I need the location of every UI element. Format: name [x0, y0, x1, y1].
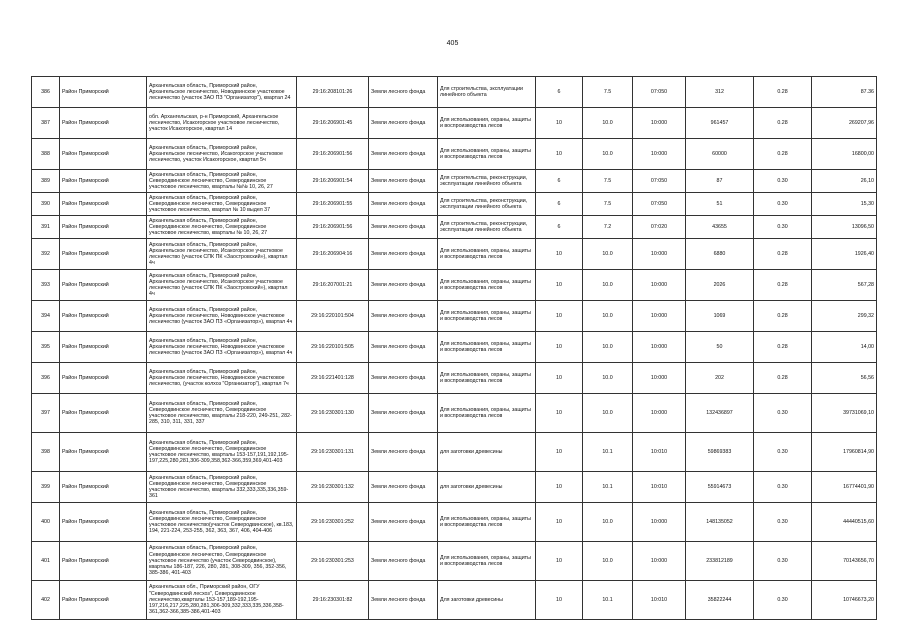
cell-land-category: Земли лесного фонда [369, 472, 438, 503]
cell-land-category: Земли лесного фонда [369, 394, 438, 433]
cell-district: Район Приморский [60, 433, 147, 472]
cell-row-number: 397 [32, 394, 60, 433]
cell-area: 60000 [686, 139, 754, 170]
cell-area: 55914673 [686, 472, 754, 503]
cell-code: 10:000 [633, 239, 686, 270]
cell-row-number: 389 [32, 170, 60, 193]
cell-district: Район Приморский [60, 301, 147, 332]
cell-district: Район Приморский [60, 108, 147, 139]
cell-land-category: Земли лесного фонда [369, 193, 438, 216]
cell-district: Район Приморский [60, 394, 147, 433]
cell-location: Архангельская область, Приморский район, Архангельское лесничество, Новодвинское участковое лесничество (участок ЗАО ПЗ «Организатор»), квартал 4ч [147, 332, 297, 363]
cell-row-number: 390 [32, 193, 60, 216]
table-row [32, 193, 877, 216]
cell-rate: 10.0 [583, 239, 633, 270]
cell-location: Архангельская область, Приморский район, Архангельское лесничество, Новодвинское участковое лесничество (участок ЗАО ПЗ "Организатор"), квартал 24 [147, 77, 297, 108]
cell-district: Район Приморский [60, 270, 147, 301]
cell-land-category: Земли лесного фонда [369, 108, 438, 139]
cell-cadastral-number: 29:16:230301:253 [297, 542, 369, 581]
cell-group: 6 [536, 216, 583, 239]
cell-cadastral-value: 26,10 [812, 170, 877, 193]
cell-permitted-use: Для заготовки древесины [438, 581, 536, 620]
cell-area: 132436897 [686, 394, 754, 433]
cell-permitted-use: Для использования, охраны, защиты и воспроизводства лесов [438, 108, 536, 139]
table-row [32, 108, 877, 139]
cell-coefficient: 0.30 [754, 472, 812, 503]
cell-location: Архангельская область, Приморский район, Северодвинское лесничество, Северодвинское участковое лесничество, кварталы 153-157,191,192,195-197,225,280,281,306-309,358,362-366,359,369,401-403 [147, 433, 297, 472]
cell-district: Район Приморский [60, 77, 147, 108]
cell-coefficient: 0.28 [754, 270, 812, 301]
cell-location: Архангельская область, Приморский район, Северодвинское лесничество, Северодвинское участковое лесничество, кварталы 218-220, 249-251, 282-285, 310, 311, 331, 337 [147, 394, 297, 433]
cell-code: 10:000 [633, 139, 686, 170]
cell-land-category: Земли лесного фонда [369, 170, 438, 193]
cell-cadastral-number: 29:16:207001:21 [297, 270, 369, 301]
cell-land-category: Земли лесного фонда [369, 503, 438, 542]
cell-coefficient: 0.28 [754, 139, 812, 170]
cell-cadastral-value: 17960814,90 [812, 433, 877, 472]
cell-district: Район Приморский [60, 239, 147, 270]
cell-cadastral-number: 29:16:230301:131 [297, 433, 369, 472]
cell-coefficient: 0.30 [754, 542, 812, 581]
cell-code: 07:050 [633, 193, 686, 216]
table-row [32, 394, 877, 433]
cell-rate: 10.0 [583, 394, 633, 433]
cell-code: 10:000 [633, 542, 686, 581]
table-row [32, 239, 877, 270]
table-row [32, 503, 877, 542]
cell-row-number: 392 [32, 239, 60, 270]
cell-coefficient: 0.30 [754, 394, 812, 433]
cell-land-category: Земли лесного фонда [369, 332, 438, 363]
cell-rate: 10.0 [583, 301, 633, 332]
cell-code: 10:010 [633, 433, 686, 472]
cell-district: Район Приморский [60, 581, 147, 620]
cell-coefficient: 0.30 [754, 216, 812, 239]
cell-cadastral-value: 567,28 [812, 270, 877, 301]
cell-group: 10 [536, 394, 583, 433]
cell-cadastral-value: 15,30 [812, 193, 877, 216]
cell-area: 50 [686, 332, 754, 363]
cell-permitted-use: Для использования, охраны, защиты и воспроизводства лесов [438, 239, 536, 270]
cell-district: Район Приморский [60, 139, 147, 170]
cell-area: 148135052 [686, 503, 754, 542]
cell-group: 10 [536, 270, 583, 301]
cell-coefficient: 0.28 [754, 108, 812, 139]
cell-land-category: Земли лесного фонда [369, 239, 438, 270]
cell-area: 961457 [686, 108, 754, 139]
cell-cadastral-number: 29:16:206901:55 [297, 193, 369, 216]
cell-code: 10:000 [633, 363, 686, 394]
cell-row-number: 399 [32, 472, 60, 503]
cell-district: Район Приморский [60, 332, 147, 363]
cell-land-category: Земли лесного фонда [369, 216, 438, 239]
cell-row-number: 400 [32, 503, 60, 542]
cell-group: 10 [536, 332, 583, 363]
table-row [32, 301, 877, 332]
cell-cadastral-number: 29:16:206901:54 [297, 170, 369, 193]
table-row [32, 472, 877, 503]
cell-cadastral-value: 39731069,10 [812, 394, 877, 433]
cell-coefficient: 0.30 [754, 581, 812, 620]
cell-permitted-use: для заготовки древесины [438, 433, 536, 472]
cell-permitted-use: Для строительства, реконструкции, эксплуатации линейного объекта [438, 193, 536, 216]
cell-row-number: 393 [32, 270, 60, 301]
cell-rate: 10.0 [583, 108, 633, 139]
cell-group: 10 [536, 472, 583, 503]
table-row [32, 77, 877, 108]
cell-land-category: Земли лесного фонда [369, 542, 438, 581]
cell-location: Архангельская область, Приморский район, Архангельское лесничество, Исакогорское участковое лесничество (участок СПК ПК «Заостровский»), квартал 4ч [147, 239, 297, 270]
cell-coefficient: 0.28 [754, 332, 812, 363]
cell-district: Район Приморский [60, 193, 147, 216]
cell-land-category: Земли лесного фонда [369, 301, 438, 332]
cell-rate: 7.5 [583, 193, 633, 216]
cell-cadastral-value: 1926,40 [812, 239, 877, 270]
cell-area: 312 [686, 77, 754, 108]
cell-permitted-use: Для использования, охраны, защиты и воспроизводства лесов [438, 139, 536, 170]
cell-area: 87 [686, 170, 754, 193]
cell-code: 10:010 [633, 581, 686, 620]
cell-permitted-use: Для использования, охраны, защиты и воспроизводства лесов [438, 270, 536, 301]
cell-permitted-use: Для использования, охраны, защиты и воспроизводства лесов [438, 332, 536, 363]
cell-group: 6 [536, 77, 583, 108]
cell-cadastral-value: 44440515,60 [812, 503, 877, 542]
table-row [32, 542, 877, 581]
cell-area: 6880 [686, 239, 754, 270]
cell-rate: 10.0 [583, 503, 633, 542]
cell-permitted-use: Для использования, охраны, защиты и воспроизводства лесов [438, 394, 536, 433]
cell-code: 10:000 [633, 503, 686, 542]
cell-cadastral-number: 29:16:230301:132 [297, 472, 369, 503]
cell-row-number: 387 [32, 108, 60, 139]
cell-land-category: Земли лесного фонда [369, 433, 438, 472]
cell-land-category: Земли лесного фонда [369, 139, 438, 170]
cell-row-number: 391 [32, 216, 60, 239]
cell-group: 10 [536, 108, 583, 139]
cell-code: 07:050 [633, 77, 686, 108]
cell-rate: 10.0 [583, 270, 633, 301]
table-row [32, 270, 877, 301]
cell-area: 233812189 [686, 542, 754, 581]
cell-district: Район Приморский [60, 216, 147, 239]
table-row [32, 170, 877, 193]
cell-location: обл. Архангельская, р-н Приморский, Архангельское лесничество, Исакогорское участковое лесничество, участок Исакогорское, квартал 14 [147, 108, 297, 139]
table-row [32, 433, 877, 472]
cell-district: Район Приморский [60, 170, 147, 193]
cell-district: Район Приморский [60, 503, 147, 542]
cell-rate: 10.1 [583, 433, 633, 472]
cell-coefficient: 0.30 [754, 193, 812, 216]
cell-area: 43655 [686, 216, 754, 239]
cell-area: 202 [686, 363, 754, 394]
cell-rate: 10.1 [583, 581, 633, 620]
cell-cadastral-number: 29:16:221401:128 [297, 363, 369, 394]
cell-cadastral-number: 29:16:206901:56 [297, 139, 369, 170]
cell-land-category: Земли лесного фонда [369, 270, 438, 301]
cell-location: Архангельская область, Приморский район, Северодвинское лесничество, Северодвинское участковое лесничество, кварталы 332,333,335,336,359-361 [147, 472, 297, 503]
cell-coefficient: 0.28 [754, 301, 812, 332]
cell-group: 10 [536, 301, 583, 332]
cell-land-category: Земли лесного фонда [369, 77, 438, 108]
cell-coefficient: 0.28 [754, 77, 812, 108]
cell-rate: 10.0 [583, 363, 633, 394]
cell-location: Архангельская область, Приморский район, Северодвинское лесничество, Северодвинское участковое лесничество, квартал № 10 выдел 37 [147, 193, 297, 216]
cell-group: 10 [536, 363, 583, 394]
cell-row-number: 396 [32, 363, 60, 394]
cell-district: Район Приморский [60, 363, 147, 394]
cell-code: 07:050 [633, 170, 686, 193]
cell-land-category: Земли лесного фонда [369, 363, 438, 394]
cell-cadastral-value: 13096,50 [812, 216, 877, 239]
cell-area: 1069 [686, 301, 754, 332]
cell-row-number: 394 [32, 301, 60, 332]
cell-coefficient: 0.30 [754, 170, 812, 193]
cell-permitted-use: Для использования, охраны, защиты и воспроизводства лесов [438, 301, 536, 332]
cell-land-category: Земли лесного фонда [369, 581, 438, 620]
table-row [32, 139, 877, 170]
cell-permitted-use: Для строительства, реконструкции, эксплуатации линейного объекта [438, 216, 536, 239]
cell-group: 10 [536, 239, 583, 270]
cell-area: 51 [686, 193, 754, 216]
cell-cadastral-value: 10746673,20 [812, 581, 877, 620]
cell-cadastral-number: 29:16:206901:56 [297, 216, 369, 239]
table-row [32, 216, 877, 239]
cell-coefficient: 0.30 [754, 503, 812, 542]
cell-permitted-use: Для строительства, эксплуатации линейного объекта [438, 77, 536, 108]
cell-location: Архангельская область, Приморский район, Архангельское лесничество, Новодвинское участковое лесничество, (участок колхоз "Организатор"), квартал 7ч [147, 363, 297, 394]
cell-cadastral-number: 29:16:230301:130 [297, 394, 369, 433]
cell-group: 6 [536, 170, 583, 193]
cell-cadastral-value: 299,32 [812, 301, 877, 332]
table-row [32, 363, 877, 394]
cell-rate: 7.5 [583, 77, 633, 108]
cell-cadastral-value: 16800,00 [812, 139, 877, 170]
cell-location: Архангельская область, Приморский район, Северодвинское лесничество, Северодвинское участковое лесничество(участок Северодвинское), кв.183, 194, 221-224, 253-255, 362, 363, 367, 406, 404-406 [147, 503, 297, 542]
cell-district: Район Приморский [60, 542, 147, 581]
cell-rate: 10.0 [583, 332, 633, 363]
table-row [32, 581, 877, 620]
cell-area: 59869383 [686, 433, 754, 472]
cell-cadastral-number: 29:16:220101:504 [297, 301, 369, 332]
cell-rate: 7.2 [583, 216, 633, 239]
cell-district: Район Приморский [60, 472, 147, 503]
cell-cadastral-number: 29:16:206901:45 [297, 108, 369, 139]
cell-group: 10 [536, 542, 583, 581]
cell-permitted-use: Для использования, охраны, защиты и воспроизводства лесов [438, 363, 536, 394]
cell-cadastral-number: 29:16:208101:26 [297, 77, 369, 108]
cell-group: 10 [536, 139, 583, 170]
cell-group: 10 [536, 503, 583, 542]
cell-location: Архангельская область, Приморский район, Северодвинское лесничество, Северодвинское участковое лесничество, кварталы №№ 10, 26, 27 [147, 170, 297, 193]
cell-row-number: 386 [32, 77, 60, 108]
cell-location: Архангельская область, Приморский район, Северодвинское лесничество, Северодвинское участковое лесничество (участок Северодвинское), кварталы 186-187, 226, 280, 281, 308-309, 356, 352-356, 385-386, 401-403 [147, 542, 297, 581]
cell-group: 10 [536, 433, 583, 472]
cell-code: 10:000 [633, 108, 686, 139]
cell-cadastral-value: 269207,96 [812, 108, 877, 139]
cell-location: Архангельская область, Приморский район, Архангельское лесничество, Исакогорское участковое лесничество, участок Исакогорское, квартал 5ч [147, 139, 297, 170]
table-row [32, 332, 877, 363]
cell-permitted-use: Для строительства, реконструкции, эксплуатации линейного объекта [438, 170, 536, 193]
cell-cadastral-value: 16774401,90 [812, 472, 877, 503]
cell-code: 10:010 [633, 472, 686, 503]
cell-code: 07:020 [633, 216, 686, 239]
cell-location: Архангельская обл., Приморский район, ОГУ "Северодвинский лесхоз", Северодвинское лесничество,кварталы 153-157,189-192,195-197,216,217,225,280,281,306-309,332,333,335,336,358-361,362-366,385-386,401-403 [147, 581, 297, 620]
cell-cadastral-value: 56,56 [812, 363, 877, 394]
cell-cadastral-number: 29:16:230301:252 [297, 503, 369, 542]
cell-row-number: 388 [32, 139, 60, 170]
table-body [32, 77, 877, 620]
cell-coefficient: 0.28 [754, 363, 812, 394]
cell-rate: 10.0 [583, 139, 633, 170]
cell-permitted-use: для заготовки древесины [438, 472, 536, 503]
cell-group: 6 [536, 193, 583, 216]
page-number: 405 [446, 40, 459, 47]
cell-row-number: 398 [32, 433, 60, 472]
cell-group: 10 [536, 581, 583, 620]
cell-rate: 10.0 [583, 542, 633, 581]
cell-cadastral-number: 29:16:230301:82 [297, 581, 369, 620]
cell-code: 10:000 [633, 394, 686, 433]
land-registry-table [31, 76, 877, 620]
cell-location: Архангельская область, Приморский район, Архангельское лесничество, Исакогорское участковое лесничество (участок СПК ПК «Заостровский»), квартал 4ч [147, 270, 297, 301]
cell-cadastral-value: 87.36 [812, 77, 877, 108]
cell-rate: 7.5 [583, 170, 633, 193]
cell-row-number: 395 [32, 332, 60, 363]
cell-code: 10:000 [633, 332, 686, 363]
cell-location: Архангельская область, Приморский район, Северодвинское лесничество, Северодвинское участковое лесничество, кварталы № 10, 26, 27 [147, 216, 297, 239]
cell-rate: 10.1 [583, 472, 633, 503]
cell-code: 10:000 [633, 270, 686, 301]
cell-area: 35822244 [686, 581, 754, 620]
cell-row-number: 401 [32, 542, 60, 581]
cell-cadastral-number: 29:16:220101:505 [297, 332, 369, 363]
cell-coefficient: 0.28 [754, 239, 812, 270]
cell-row-number: 402 [32, 581, 60, 620]
cell-permitted-use: Для использования, охраны, защиты и воспроизводства лесов [438, 542, 536, 581]
cell-code: 10:000 [633, 301, 686, 332]
cell-location: Архангельская область, Приморский район, Архангельское лесничество, Новодвинское участковое лесничество (участок ЗАО ПЗ «Организатор»), квартал 4ч [147, 301, 297, 332]
cell-coefficient: 0.30 [754, 433, 812, 472]
cell-area: 2026 [686, 270, 754, 301]
cell-permitted-use: Для использования, охраны, защиты и воспроизводства лесов [438, 503, 536, 542]
cell-cadastral-value: 14,00 [812, 332, 877, 363]
cell-cadastral-value: 70143656,70 [812, 542, 877, 581]
cell-cadastral-number: 29:16:206904:16 [297, 239, 369, 270]
